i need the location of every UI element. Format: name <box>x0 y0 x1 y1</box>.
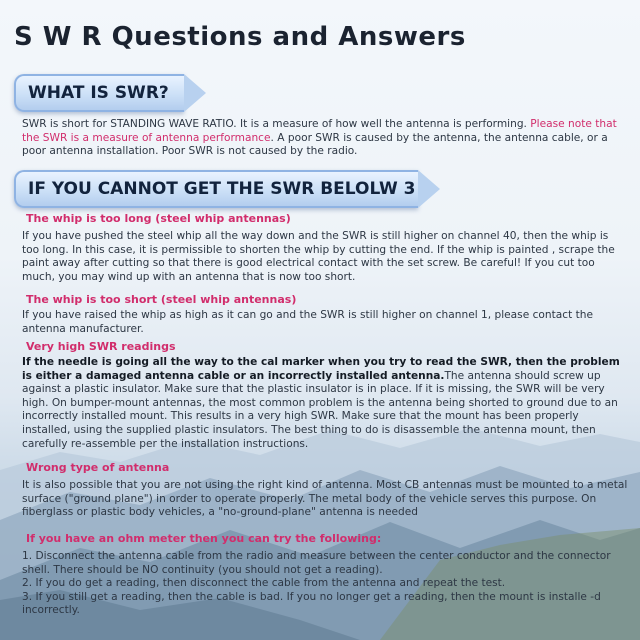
step-3: 3. If you still get a reading, then the cable is bad. If you no longer get a reading, then the mount is installe -d incorrectly. <box>22 590 601 617</box>
step-1: 1. Disconnect the antenna cable from the radio and measure between the center conductor and the connector shell. There should be NO continuity (you should not get a reading). <box>22 550 611 576</box>
intro-rest: . A poor SWR is caused by the antenna, the antenna cable, or a poor antenna installation. Poor SWR is not caused by the radio. <box>22 131 608 158</box>
page-title: S W R Questions and Answers <box>14 22 466 52</box>
section-banner-swr-below-3: IF YOU CANNOT GET THE SWR BELOLW 3 <box>14 170 418 208</box>
paragraph-whip-too-long: If you have pushed the steel whip all the way down and the SWR is still higher on channel 40, then the whip is too long. In this case, it is permissible to shorten the whip by cutting the end. If the whip is painted , scrape the paint away after cutting so that there is good electrical contact with the set screw. Be careful! If you cut too much, you may wind up with an antenna that is now too short. <box>22 230 615 283</box>
ohm-meter-steps <box>22 550 628 618</box>
paragraph-whip-too-short: If you have raised the whip as high as it can go and the SWR is still higher on channel 1, please contact the antenna manufacturer. <box>22 309 593 335</box>
very-high-swr-body: The antenna should screw up against a plastic insulator. Make sure that the plastic insulator is in place. If it is missing, the SWR will be very high. On bumper-mount antennas, the most common problem is the antenna being shorted to ground due to an incorrectly installed mount. This results in a very high SWR. Make sure that the mount has been properly installed, using the supplied plastic insulators. The best thing to do is disassemble the antenna mount, then carefully re-assemble per the installation instructions. <box>22 369 618 450</box>
subheading-whip-too-short: The whip is too short (steel whip antennas) <box>26 293 297 306</box>
intro-highlight: Please note that the SWR is a measure of antenna performance <box>22 118 617 144</box>
subheading-ohm-meter: If you have an ohm meter then you can try the following: <box>26 532 382 545</box>
subheading-very-high-swr: Very high SWR readings <box>26 340 176 353</box>
paragraph-wrong-antenna: It is also possible that you are not using the right kind of antenna. Most CB antennas must be mounted to a metal surface ("ground plane") in order to operate properly. The metal body of the vehicle serves this purpose. On fiberglass or plastic body vehicles, a "no-ground-plane" antenna is needed <box>22 479 628 519</box>
very-high-swr-lead: If the needle is going all the way to the cal marker when you try to read the SWR, then the problem is either a damaged antenna cable or an incorrectly installed antenna. <box>22 356 620 382</box>
step-2: 2. If you do get a reading, then disconnect the cable from the antenna and repeat the test. <box>22 577 506 590</box>
intro-text: SWR is short for STANDING WAVE RATIO. It is a measure of how well the antenna is performing. <box>22 118 531 130</box>
paragraph-very-high-swr <box>22 356 628 451</box>
subheading-whip-too-long: The whip is too long (steel whip antennas) <box>26 212 291 225</box>
section-banner-what-is-swr: WHAT IS SWR? <box>14 74 184 112</box>
section1-paragraph <box>22 118 628 159</box>
subheading-wrong-antenna: Wrong type of antenna <box>26 461 170 474</box>
